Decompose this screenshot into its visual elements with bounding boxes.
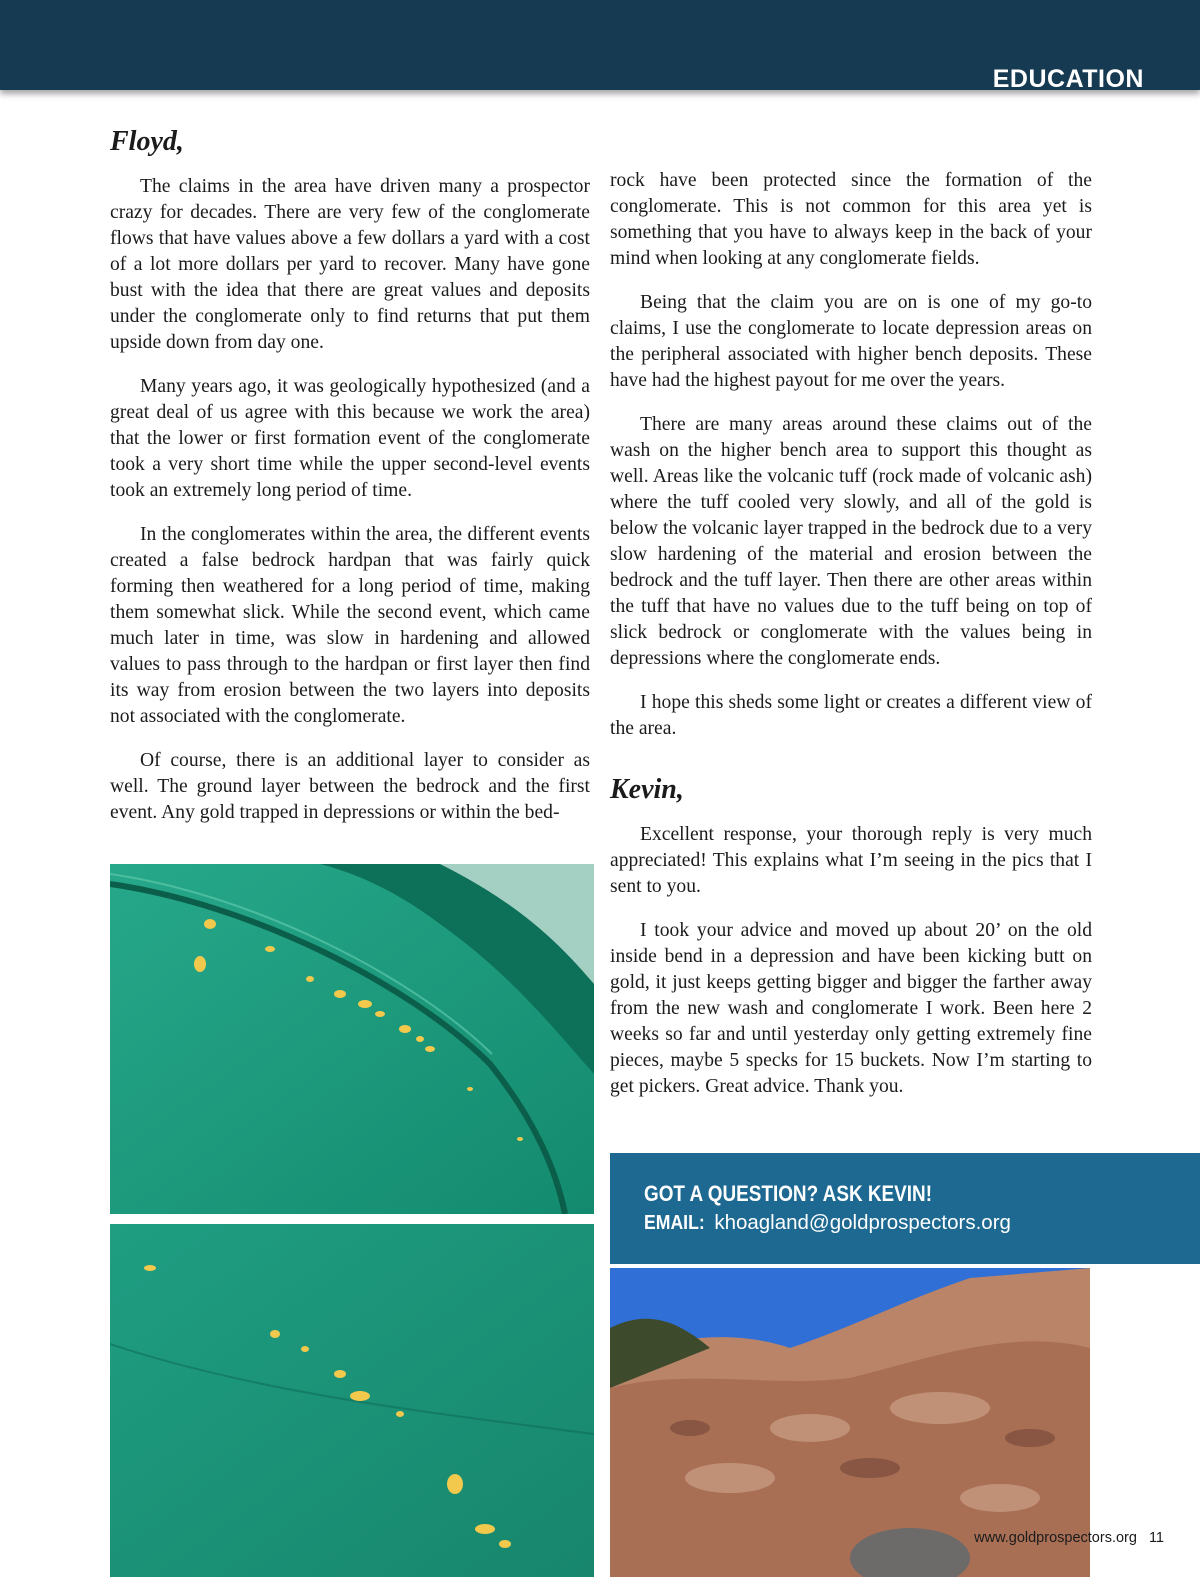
body-paragraph: The claims in the area have driven many a prospector crazy for decades. There are very few of the conglomerate flows that have values above a few dollars a yard with a cost of a lot more dollars per yard to recover. Many have gone bust with the idea that there are great values and deposits under the conglomerate only to find returns that put them upside down from day one. xyxy=(110,176,590,353)
body-paragraph: Being that the claim you are on is one of my go-to claims, I use the conglomerate to locate depression areas on the peripheral associated with higher bench deposits. These have had the highest payout for me over the years. xyxy=(610,292,1092,391)
page-footer xyxy=(974,1530,1164,1546)
reply-heading: Kevin, xyxy=(610,774,684,805)
left-column xyxy=(110,124,590,844)
body-paragraph: There are many areas around these claims out of the wash on the higher bench area to support this thought as well. Areas like the volcanic tuff (rock made of volcanic ash) where the tuff cooled very slowly, and all of the gold is below the volcanic layer trapped in the bedrock due to a very slow hardening of the material and erosion between the bedrock and the tuff layer. Then there are other areas within the tuff that have no values due to the tuff being on top of slick bedrock or conglomerate with the values being in depressions where the conglomerate ends. xyxy=(610,414,1092,669)
email-label: EMAIL: xyxy=(644,1211,705,1234)
ask-email-line xyxy=(644,1211,1011,1235)
gold-pan-photo-2 xyxy=(110,1224,594,1577)
body-paragraph: I took your advice and moved up about 20’ on the old inside bend in a depression and have been kicking butt on gold, it just keeps getting bigger and bigger the farther away from the new wash and conglomerate I work. Been here 2 weeks so far and until yesterday only getting extremely fine pieces, maybe 5 specks for 15 buckets. Now I’m starting to get pickers. Great advice. Thank you. xyxy=(610,920,1092,1097)
gold-pan-photo-1 xyxy=(110,864,594,1214)
right-column xyxy=(610,168,1092,1118)
ask-kevin-box xyxy=(610,1153,1200,1264)
body-paragraph: Of course, there is an additional layer to consider as well. The ground layer between the bedrock and the first event. Any gold trapped in depressions or within the bed- xyxy=(110,750,590,823)
page-number: 11 xyxy=(1148,1530,1164,1546)
body-paragraph: Many years ago, it was geologically hypothesized (and a great deal of us agree with this because we work the area) that the lower or first formation event of the conglomerate took a very short time while the upper second-level events took an extremely long period of time. xyxy=(110,376,590,501)
body-paragraph: I hope this sheds some light or creates a different view of the area. xyxy=(610,692,1092,739)
body-paragraph: rock have been protected since the formation of the conglomerate. This is not common for this area yet is something that you have to always keep in the back of your mind when looking at any conglomerate fields. xyxy=(610,170,1092,269)
body-paragraph: Excellent response, your thorough reply is very much appreciated! This explains what I’m seeing in the pics that I sent to you. xyxy=(610,824,1092,897)
email-address[interactable]: khoagland@goldprospectors.org xyxy=(714,1211,1011,1234)
ask-heading: GOT A QUESTION? ASK KEVIN! xyxy=(644,1181,933,1206)
footer-url[interactable]: www.goldprospectors.org xyxy=(974,1530,1137,1546)
section-label: EDUCATION xyxy=(992,65,1144,93)
body-paragraph: In the conglomerates within the area, the different events created a false bedrock hardpan that was fairly quick forming then weathered for a long period of time, making them somewhat slick. While the second event, which came much later in time, was slow in hardening and allowed values to pass through to the hardpan or first layer then find its way from erosion between the two layers into deposits not associated with the conglomerate. xyxy=(110,524,590,727)
letter-heading: Floyd, xyxy=(110,126,184,157)
